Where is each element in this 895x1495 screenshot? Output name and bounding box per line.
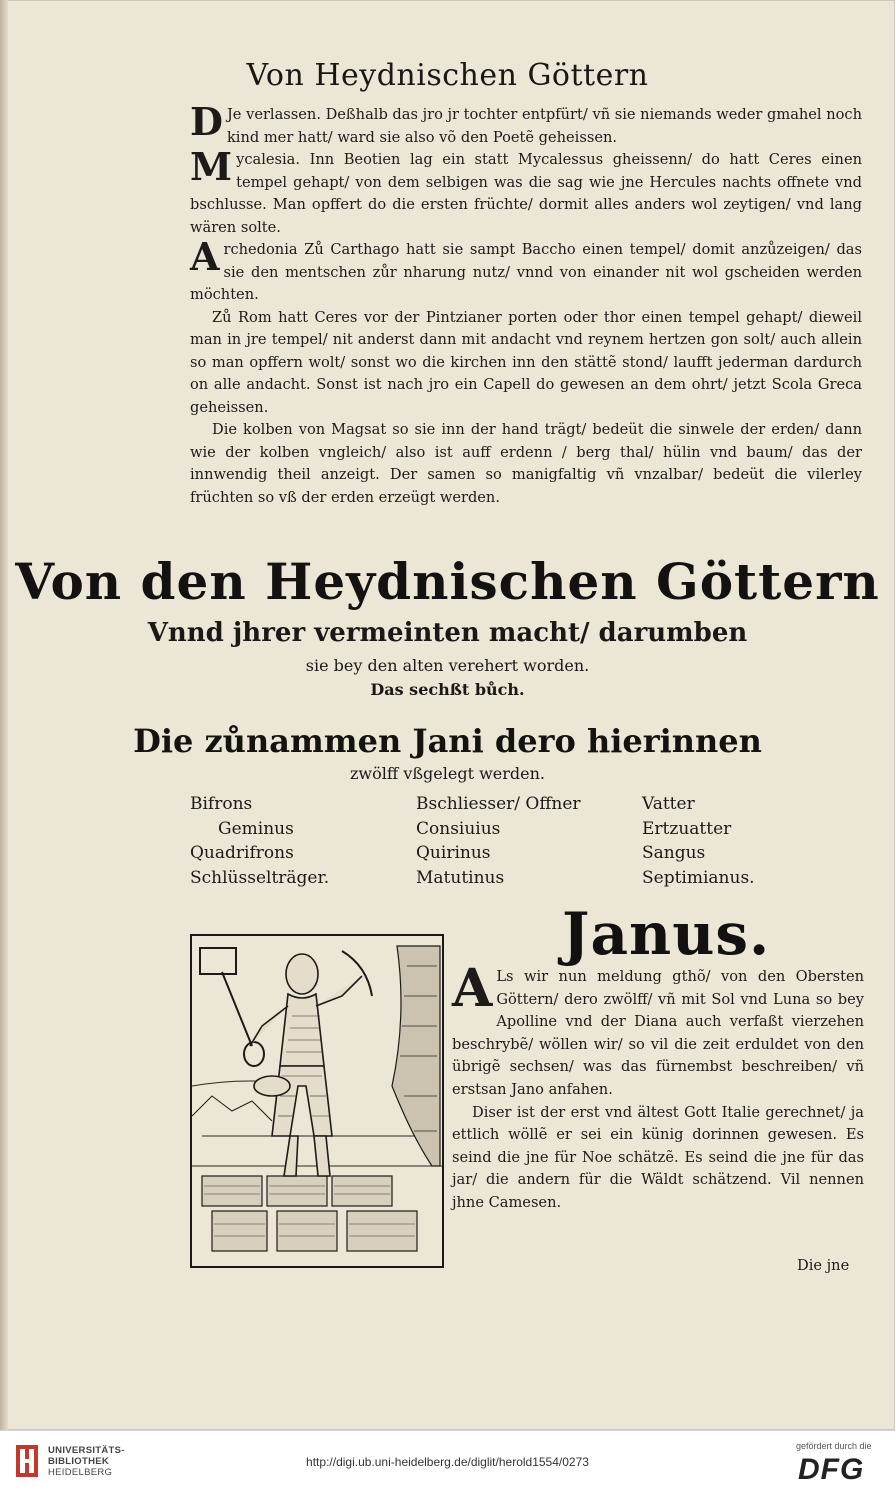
epithet: Vatter xyxy=(642,794,695,814)
page-edge xyxy=(0,0,8,1430)
epithet: Bschliesser/ Offner xyxy=(416,794,581,814)
running-head: Von Heydnischen Göttern xyxy=(246,58,649,93)
epithet-row xyxy=(190,792,870,817)
drop-cap: D xyxy=(190,99,223,144)
logo-line: BIBLIOTHEK xyxy=(48,1456,110,1467)
permalink-url[interactable]: http://digi.ub.uni-heidelberg.de/diglit/herold1554/0273 xyxy=(306,1455,589,1469)
janus-paragraph-2: Diser ist der erst vnd ältest Gott Italie gerechnet/ ja ettlich wöllẽ er sei ein künig dorinnen gewesen. Es seind die jne für Noe schätzẽ. Es seind die jne für das jar/ die andern für die Wäldt schätzend. Vil nennen jhne Camesen. xyxy=(452,1103,864,1211)
epithet: Quirinus xyxy=(416,843,491,863)
epithet: Schlüsselträger. xyxy=(190,867,330,888)
epithet: Bifrons xyxy=(190,794,253,814)
drop-cap: A xyxy=(190,234,220,279)
epithet: Sangus xyxy=(642,843,706,863)
section-title: Die zůnammen Jani dero hierinnen xyxy=(133,722,762,760)
drop-cap: A xyxy=(452,958,493,1019)
viewer-footer xyxy=(0,1430,895,1495)
epithet-row xyxy=(190,866,870,891)
epithet-row xyxy=(190,841,870,866)
epithet-list xyxy=(190,792,870,890)
paragraph-4: Zů Rom hatt Ceres vor der Pintzianer porten oder thor einen tempel gehapt/ dieweil man in jre tempel/ nit anderst dann mit andacht vnd reynem hertzen gon solt/ auch allein so man opffern wolt/ sonst wo die kirchen inn den stättẽ stond/ laufft jederman dardurch on alle andacht. Sonst ist nach jro ein Capell do gewesen an dem ohrt/ jetzt Scola Greca geheissen. xyxy=(190,308,862,416)
book-subtitle-2: sie bey den alten verehert worden. xyxy=(305,656,590,675)
janus-paragraph-1 xyxy=(452,958,864,1102)
paragraph-5: Die kolben von Magsat so sie inn der hand trägt/ bedeüt die sinwele der erden/ dann wie der kolben vngleich/ also ist auff erdenn / berg thal/ hülin vnd baum/ das der innwendig theil anzeigt. Der samen so manigfaltig vñ vnzalbar/ bedeüt die vilerley früchten so vß der erden erzeügt werden. xyxy=(190,421,862,506)
drop-cap: M xyxy=(190,144,233,189)
paragraph-text: ycalesia. Inn Beotien lag ein statt Mycalessus gheissenn/ do hatt Ceres einen tempel gehapt/ von dem selbigen was die sag wie jne Hercules nachts offnete vnd bschlusse. Man opffert do die ersten früchte/ dormit alles anders wol zeytigen/ vnd lang wären solte. xyxy=(190,151,862,236)
body-text-top xyxy=(190,99,862,509)
paragraph-text: rchedonia Zů Carthago hatt sie sampt Baccho einen tempel/ domit anzůzeigen/ das sie den mentschen zůr nharung nutz/ vnnd von einander nit wol gscheiden werden möchten. xyxy=(190,241,862,303)
epithet-row xyxy=(190,817,870,842)
paragraph-text: Ls wir nun meldung gthõ/ von den Obersten Göttern/ dero zwölff/ vñ mit Sol vnd Luna so bey Apolline vnd der Diana auch verfaßt vierzehen beschrybẽ/ wöllen wir/ so vil die zeit erduldet von den übrigẽ sechsen/ was das fürnembst beschreiben/ vñ erstsan Jano anfahen. xyxy=(452,968,864,1098)
janus-woodcut xyxy=(190,934,444,1268)
catchword: Die jne xyxy=(797,1257,850,1274)
paragraph-text: Je verlassen. Deßhalb das jro jr tochter entpfürt/ vñ sie niemands weder gmahel noch kind mer hatt/ ward sie also võ den Poetẽ geheissen. xyxy=(226,106,862,146)
paragraph-3 xyxy=(190,234,862,307)
book-title: Von den Heydnischen Göttern xyxy=(15,552,880,611)
logo-line: HEIDELBERG xyxy=(48,1467,113,1478)
book-number: Das sechßt bůch. xyxy=(370,680,525,699)
dfg-logo[interactable]: DFG xyxy=(798,1453,865,1486)
paragraph-2 xyxy=(190,144,862,239)
section-subtitle: zwölff vßgelegt werden. xyxy=(349,764,546,783)
epithet: Consiuius xyxy=(416,818,501,839)
epithet: Geminus xyxy=(218,818,294,839)
dfg-caption: gefördert durch die xyxy=(796,1441,872,1451)
book-subtitle-1: Vnnd jhrer vermeinten macht/ darumben xyxy=(147,618,748,648)
janus-text xyxy=(452,958,864,1215)
epithet: Ertzuatter xyxy=(642,818,732,839)
epithet: Septimianus. xyxy=(642,867,755,888)
logo-line: UNIVERSITÄTS- xyxy=(48,1445,125,1456)
paragraph-1 xyxy=(190,99,862,149)
janus-woodcut-drawing xyxy=(192,936,442,1266)
epithet: Quadrifrons xyxy=(190,843,294,863)
janus-title: Janus. xyxy=(562,900,771,968)
epithet: Matutinus xyxy=(416,867,505,888)
